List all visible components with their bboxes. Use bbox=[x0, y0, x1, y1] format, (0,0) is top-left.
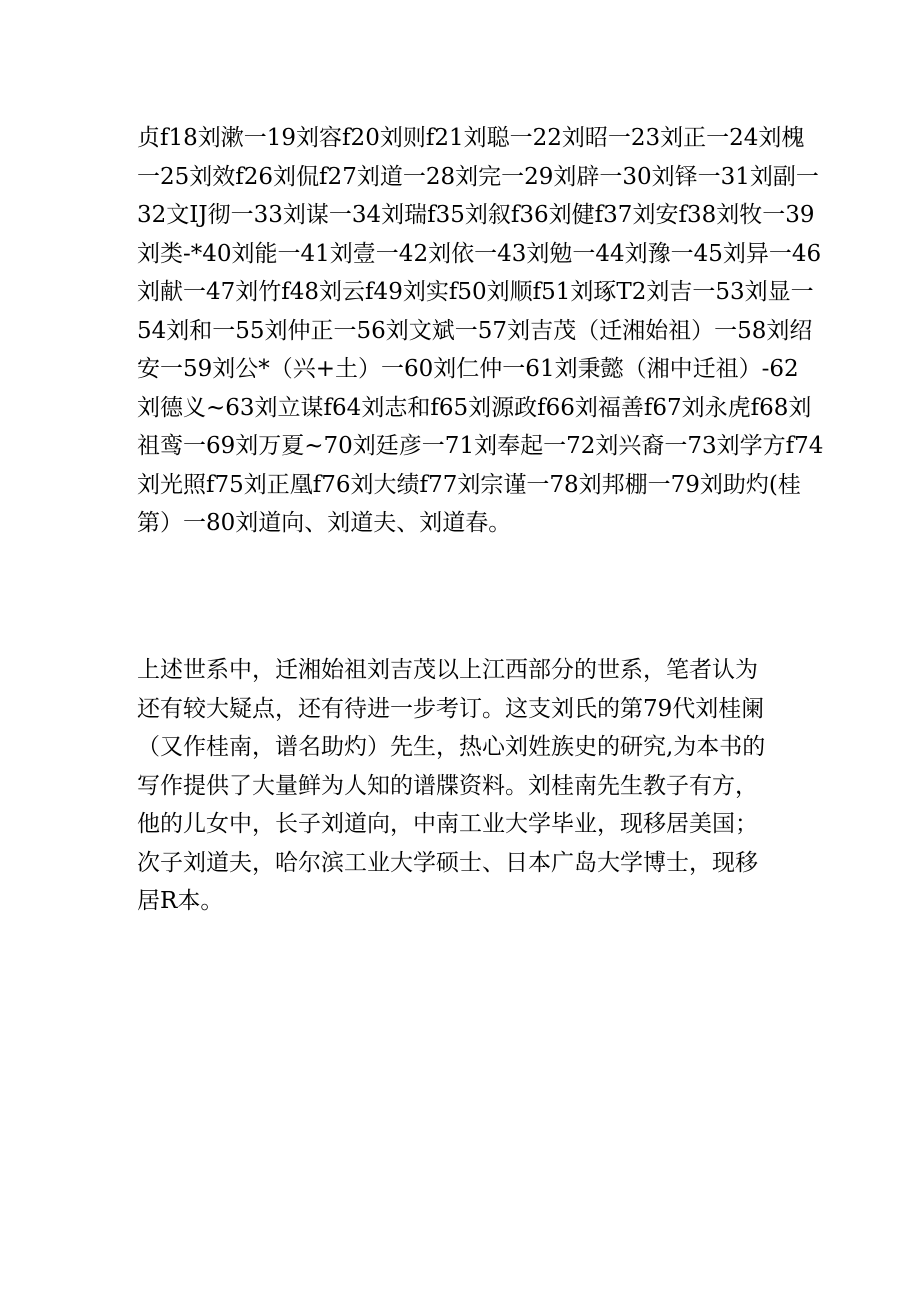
genealogy-line: 安一59刘公*（兴+土）一60刘仁仲一61刘秉懿（湘中迁祖）-62 bbox=[137, 356, 799, 382]
genealogy-line: 刘德义~63刘立谋f64刘志和f65刘源政f66刘福善f67刘永虎f68刘 bbox=[137, 394, 812, 421]
commentary-line: 居R本。 bbox=[137, 888, 224, 914]
genealogy-line: 刘献一47刘竹f48刘云f49刘实f50刘顺f51刘琢T2刘吉一53刘显一 bbox=[137, 279, 814, 305]
commentary-paragraph bbox=[137, 651, 797, 921]
commentary-line: 还有较大疑点，还有待进一步考订。这支刘氏的第79代刘桂阑 bbox=[137, 695, 765, 722]
genealogy-lineage-paragraph bbox=[137, 119, 824, 543]
commentary-line: （又作桂南，谱名助灼）先生，热心刘姓族史的研究,为本书的 bbox=[137, 734, 766, 760]
genealogy-line: 54刘和一55刘仲正一56刘文斌一57刘吉茂（迁湘始祖）一58刘绍 bbox=[137, 317, 813, 344]
genealogy-line: 32文IJ彻一33刘谋一34刘瑞f35刘叙f36刘健f37刘安f38刘牧一39 bbox=[137, 202, 815, 228]
genealogy-line: 刘类-*40刘能一41刘壹一42刘依一43刘勉一44刘豫一45刘异一46 bbox=[137, 240, 822, 267]
genealogy-line: 第）一80刘道向、刘道夫、刘道春。 bbox=[137, 510, 512, 536]
commentary-line: 他的儿女中，长子刘道向，中南工业大学毕业，现移居美国； bbox=[137, 811, 758, 837]
commentary-line: 次子刘道夫，哈尔滨工业大学硕士、日本广岛大学博士，现移 bbox=[137, 849, 758, 876]
genealogy-line: 刘光照f75刘正凰f76刘大绩f77刘宗谨一78刘邦棚一79刘助灼(桂 bbox=[137, 471, 801, 498]
genealogy-line: 一25刘效f26刘侃f27刘道一28刘完一29刘辟一30刘铎一31刘副一 bbox=[137, 163, 819, 190]
commentary-line: 写作提供了大量鲜为人知的谱牒资料。刘桂南先生教子有方， bbox=[137, 772, 758, 799]
commentary-line: 上述世系中，迁湘始祖刘吉茂以上江西部分的世系，笔者认为 bbox=[137, 657, 758, 683]
genealogy-line: 贞f18刘漱一19刘容f20刘则f21刘聪一22刘昭一23刘正一24刘槐 bbox=[137, 125, 805, 151]
genealogy-line: 祖鸾一69刘万夏~70刘廷彦一71刘奉起一72刘兴裔一73刘学方f74 bbox=[137, 433, 824, 459]
